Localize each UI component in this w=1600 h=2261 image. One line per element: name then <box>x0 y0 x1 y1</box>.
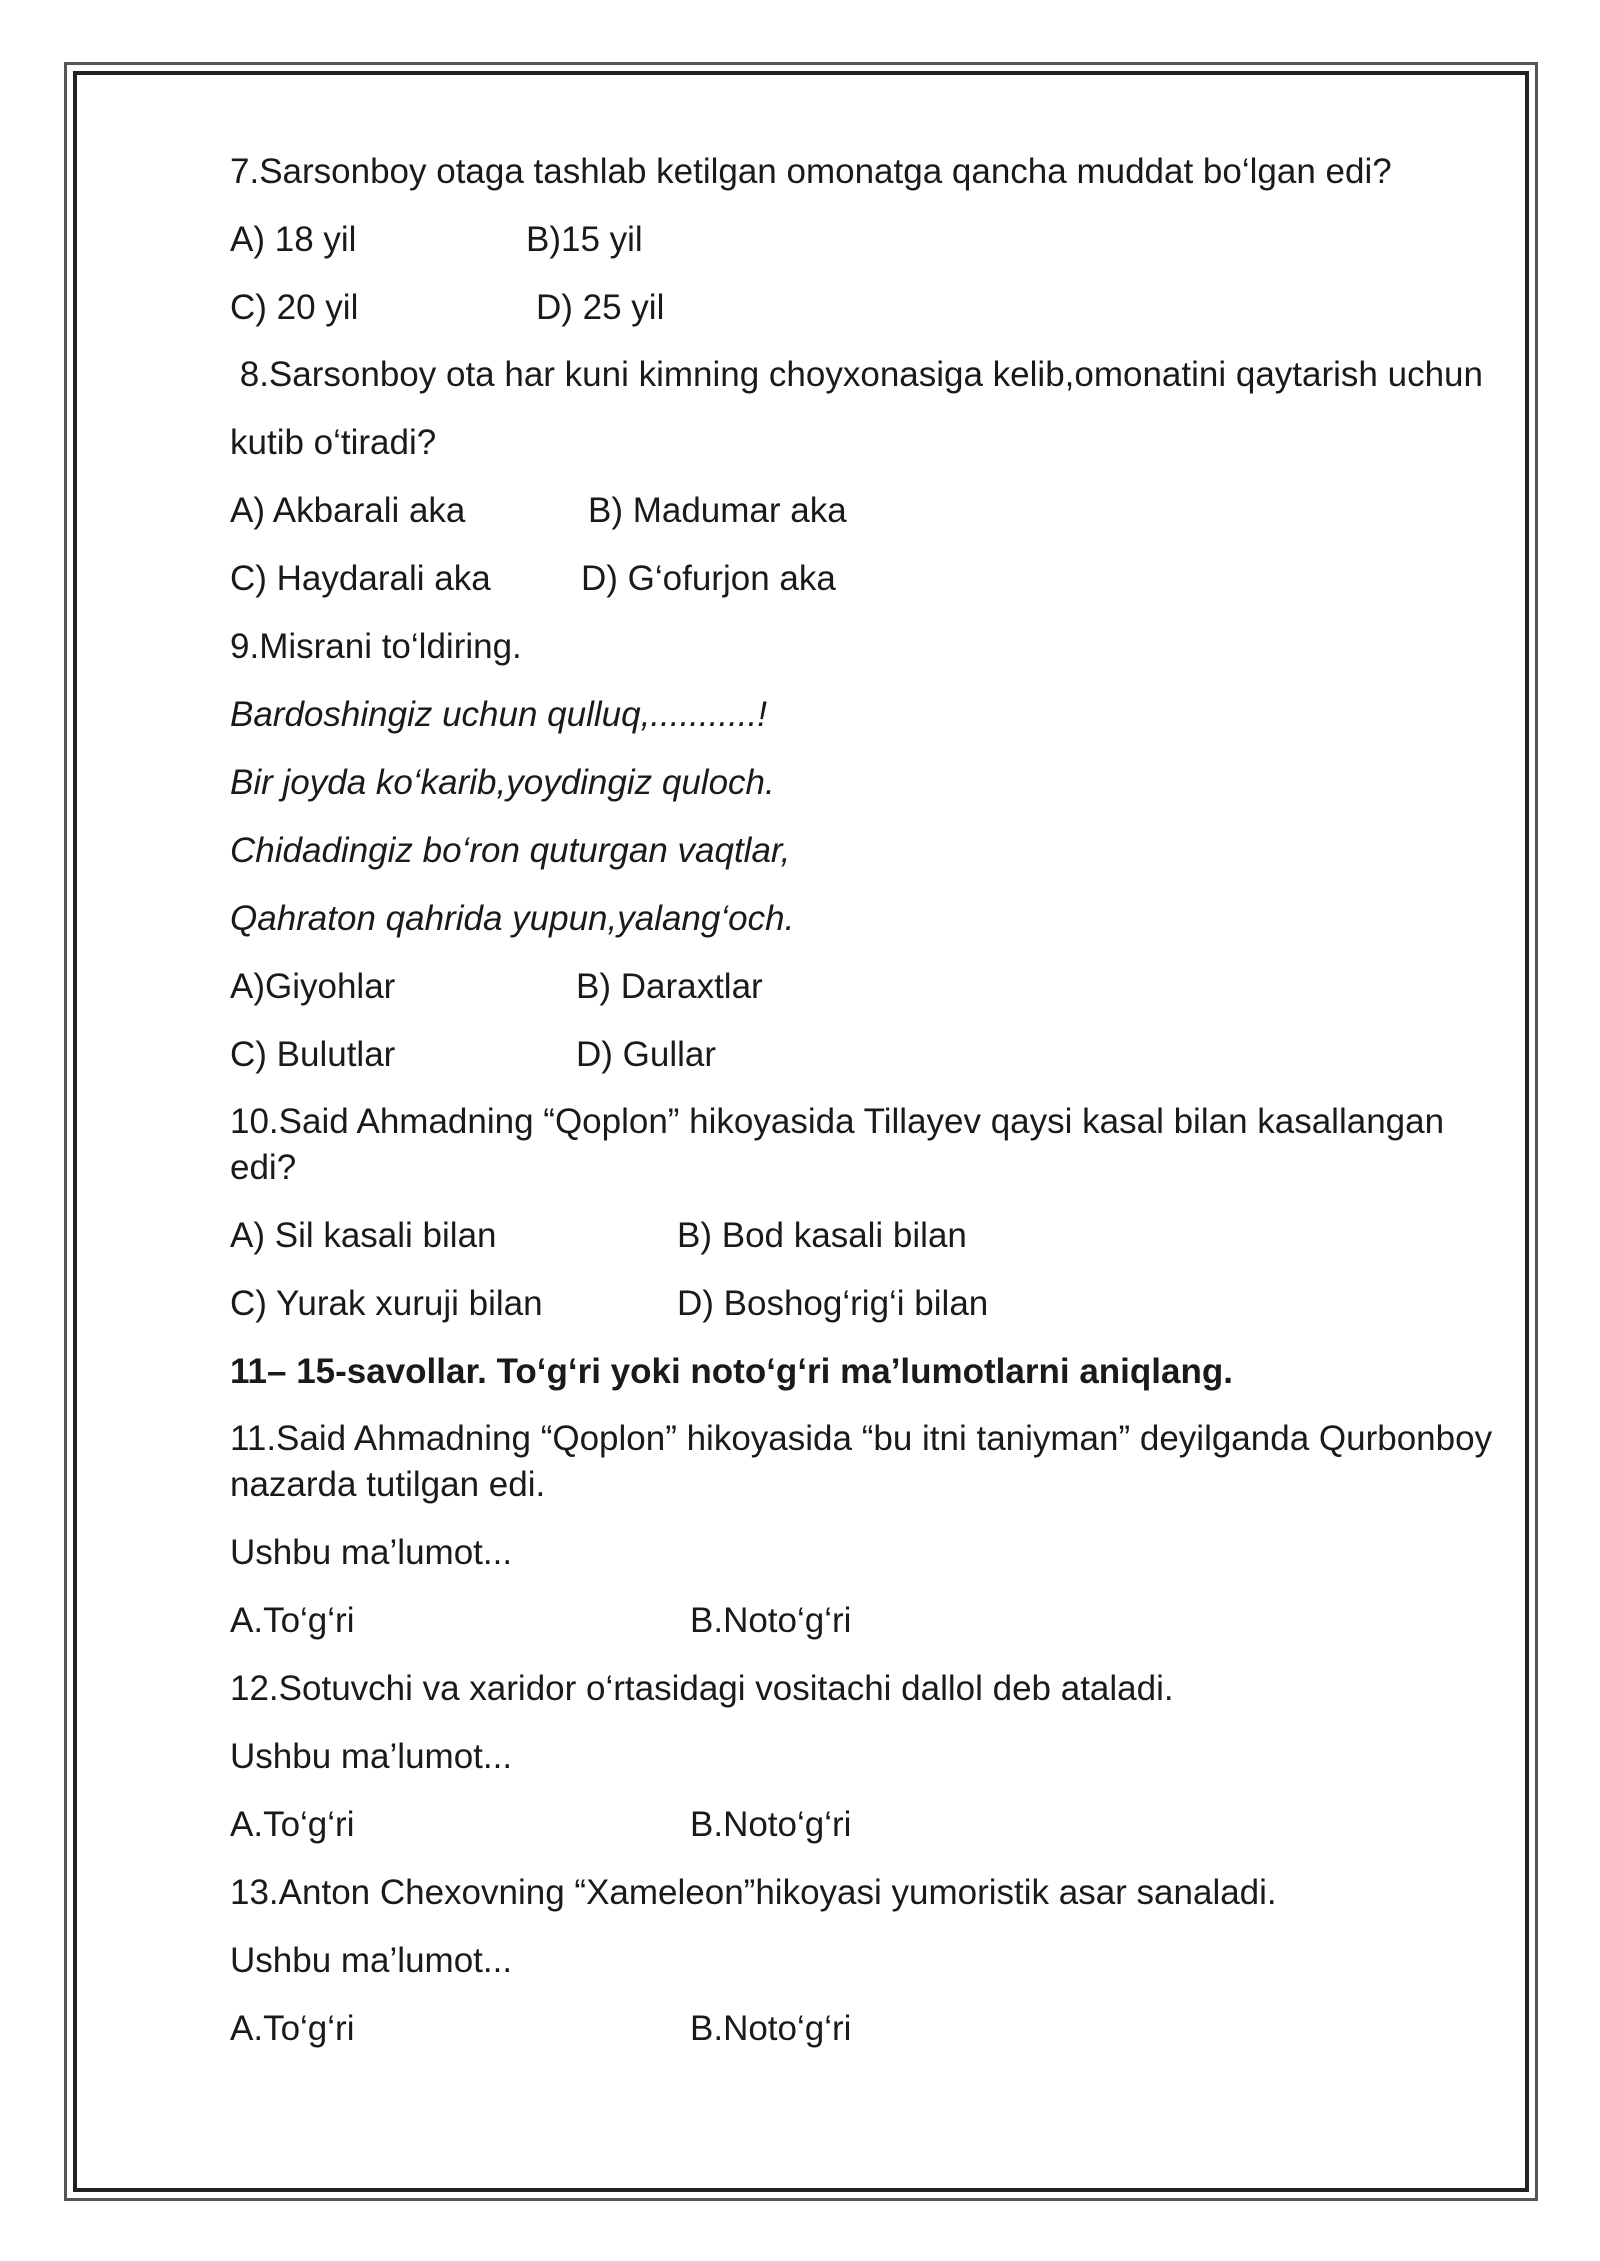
option-a: A) Akbarali aka <box>230 491 466 530</box>
section-heading: 11– 15-savollar. To‘g‘ri yoki noto‘g‘ri ma’lumotlarni aniqlang. <box>230 1352 1233 1391</box>
option-d: D) Boshog‘rig‘i bilan <box>677 1284 989 1323</box>
question-7-options-row-1 <box>230 216 1500 263</box>
option-b: B) Madumar aka <box>588 491 847 530</box>
question-10-options-row-2 <box>230 1280 1500 1327</box>
option-a: A.To‘g‘ri <box>230 1601 355 1640</box>
question-8-options-row-1 <box>230 487 1500 534</box>
question-12-prompt: Ushbu ma’lumot... <box>230 1737 513 1776</box>
option-d: D) G‘ofurjon aka <box>581 559 836 598</box>
option-b: B.Noto‘g‘ri <box>690 2009 852 2048</box>
option-a: A.To‘g‘ri <box>230 1805 355 1844</box>
question-13-prompt: Ushbu ma’lumot... <box>230 1941 513 1980</box>
test-content <box>230 148 1500 2073</box>
option-b: B) Bod kasali bilan <box>677 1216 967 1255</box>
question-10-text: 10.Said Ahmadning “Qoplon” hikoyasida Tillayev qaysi kasal bilan kasallangan edi? <box>230 1102 1445 1187</box>
poem-line-2: Bir joyda ko‘karib,yoydingiz quloch. <box>230 763 775 802</box>
option-b: B)15 yil <box>526 220 643 259</box>
question-11-text: 11.Said Ahmadning “Qoplon” hikoyasida “bu itni taniyman” deyilganda Qurbonboy nazarda tutilgan edi. <box>230 1419 1493 1504</box>
option-d: D) 25 yil <box>536 288 665 327</box>
question-8-options-row-2 <box>230 555 1500 602</box>
question-7-options-row-2 <box>230 284 1500 331</box>
question-9-options-row-2 <box>230 1031 1500 1078</box>
question-8-continuation: kutib o‘tiradi? <box>230 423 437 462</box>
option-c: C) Haydarali aka <box>230 559 491 598</box>
question-9-text: 9.Misrani to‘ldiring. <box>230 627 522 666</box>
option-a: A)Giyohlar <box>230 967 396 1006</box>
question-10-options-row-1 <box>230 1212 1500 1259</box>
question-12-options <box>230 1801 1500 1848</box>
question-7-text: 7.Sarsonboy otaga tashlab ketilgan omonatga qancha muddat bo‘lgan edi? <box>230 152 1392 191</box>
question-8-text: 8.Sarsonboy ota har kuni kimning choyxonasiga kelib,omonatini qaytarish uchun <box>230 355 1483 394</box>
option-d: D) Gullar <box>576 1035 717 1074</box>
question-9-options-row-1 <box>230 963 1500 1010</box>
poem-line-4: Qahraton qahrida yupun,yalang‘och. <box>230 899 795 938</box>
option-c: C) Bulutlar <box>230 1035 396 1074</box>
question-11-prompt: Ushbu ma’lumot... <box>230 1533 513 1572</box>
option-b: B.Noto‘g‘ri <box>690 1601 852 1640</box>
question-11-options <box>230 1597 1500 1644</box>
option-b: B) Daraxtlar <box>576 967 763 1006</box>
option-a: A) Sil kasali bilan <box>230 1216 497 1255</box>
option-a: A.To‘g‘ri <box>230 2009 355 2048</box>
question-12-text: 12.Sotuvchi va xaridor o‘rtasidagi vositachi dallol deb ataladi. <box>230 1669 1174 1708</box>
question-13-text: 13.Anton Chexovning “Xameleon”hikoyasi yumoristik asar sanaladi. <box>230 1873 1277 1912</box>
poem-line-3: Chidadingiz bo‘ron quturgan vaqtlar, <box>230 831 791 870</box>
question-13-options <box>230 2005 1500 2052</box>
option-c: C) Yurak xuruji bilan <box>230 1284 543 1323</box>
option-a: A) 18 yil <box>230 220 357 259</box>
option-c: C) 20 yil <box>230 288 359 327</box>
option-b: B.Noto‘g‘ri <box>690 1805 852 1844</box>
poem-line-1: Bardoshingiz uchun qulluq,...........! <box>230 695 767 734</box>
